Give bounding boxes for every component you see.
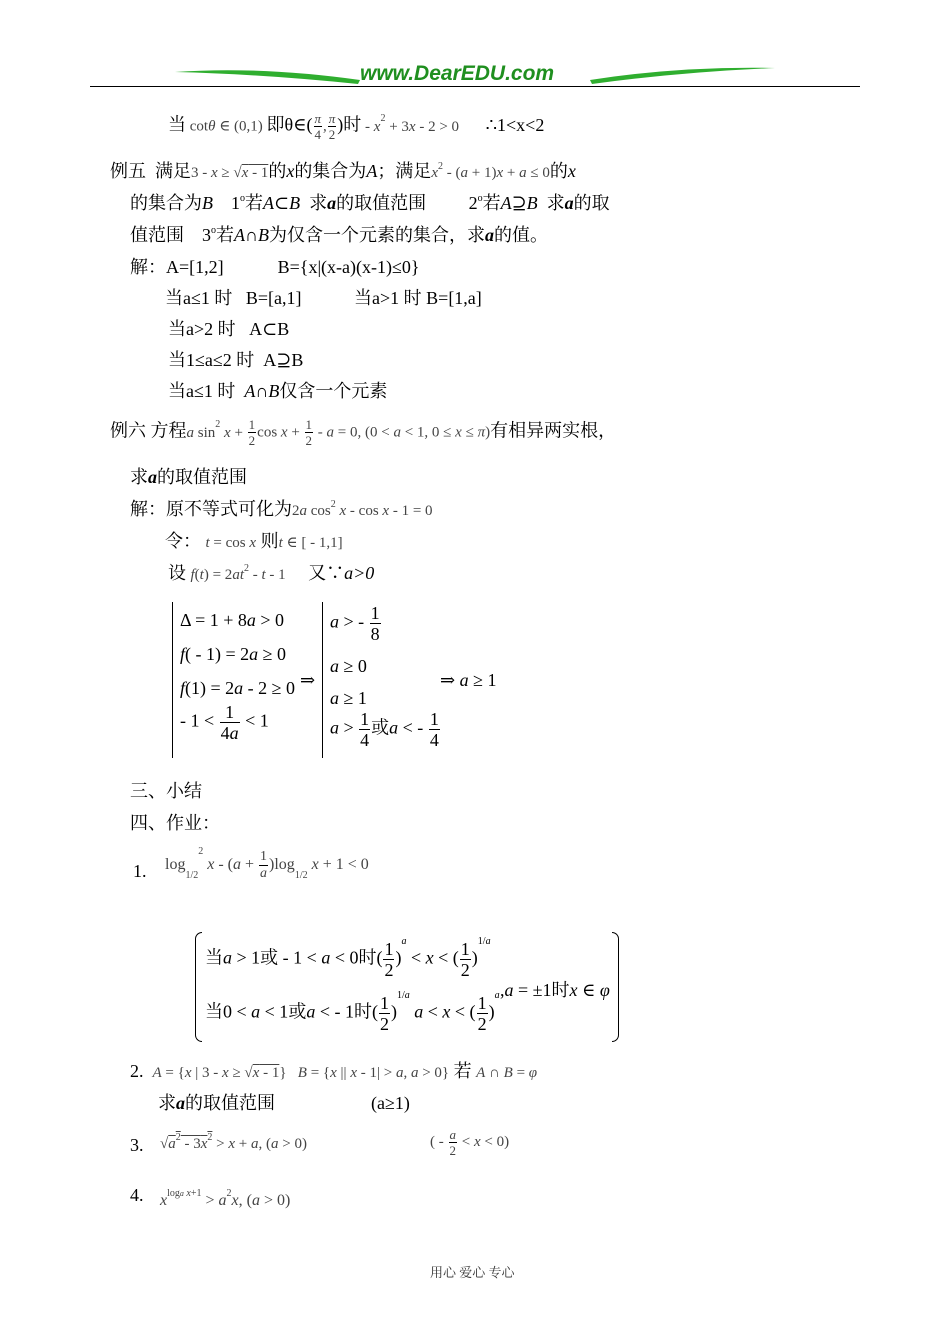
section-homework: 四、作业： — [130, 813, 220, 833]
solution-6-line1: 解：原不等式可化为2a $\cos^2 x - \cos x - 1 = 0$ — [130, 499, 433, 519]
footer-text: 用心 爱心 专心 — [430, 1265, 515, 1280]
hw-4-number: 4. — [130, 1185, 144, 1205]
hw-2-line1: 2. A = {x | 3 - x ≥ √x - 1} B = {x || x - 1| > a, a > 0} 若 A ∩ B = φ — [130, 1061, 538, 1081]
solution-5-line3: 当a>2 时 A⊂B — [168, 319, 290, 339]
hw-4-formula: $x^{loga x+1} > a^2x$, (a > 0) — [160, 1188, 291, 1209]
hw-2-line2: 求a的取值范围 (a≥1) — [158, 1093, 410, 1113]
hw-1-paren-left — [195, 932, 202, 1042]
example-6-line1: 例六 方程a $\sin^2 x$ + $\frac{1}{2}$ cos x + $\frac{1}{2}$ - a = 0, (0 < a < 1, 0 ≤ x ≤ π)有相异两实根， — [110, 417, 617, 448]
example-5-line3: 值范围 3$^o$若A∩B为仅含一个元素的集合，求a的值。 — [130, 225, 548, 245]
hw-1-formula: $\log 1/2^2$ x - (a + $\frac{1}{a}$ )log1/2 x + 1 < 0 — [165, 846, 369, 881]
hw-3-number: 3. — [130, 1135, 144, 1155]
hw-1-case-3: ,a = ±1时x ∈ φ — [500, 980, 610, 1000]
hw-3-answer: ( - $\frac{a}{2}$ < x < 0) — [430, 1127, 510, 1158]
right-brace — [322, 602, 329, 758]
solution-5-line5: 当a≤1 时 A∩B仅含一个元素 — [168, 381, 388, 401]
example-5-line2: 的集合为B 1$^o$若A⊂B 求a的取值范围 2$^o$若A⊇B 求a的取 — [130, 193, 610, 213]
hw-1-case-2: 当0 < a < 1或a < - 1时( $\frac{1}{2}$ )$^{1/a}$ a < x < ( $\frac{1}{2}$ )$^a$ — [205, 990, 500, 1034]
solution-6-line3: 设 $f(t) = 2at^2 - t - 1$ 又∵a>0 — [168, 563, 375, 583]
solution-5-line4: 当1≤a≤2 时 A⊇B — [168, 350, 304, 370]
section-summary: 三、小结 — [130, 781, 202, 801]
solution-5-line2: 当a≤1 时 B=[a,1] 当a>1 时 B=[1,a] — [165, 288, 482, 308]
cot-line: 当 cotθ ∈ (0,1) 即θ∈( $\frac{\pi}{4}$ , $\frac{\pi}{2}$ )时 - $x^2 + 3x - 2 > 0$ ∴1<x<2 — [168, 111, 545, 142]
example-5-line1: 例五 满足3 - x ≥ √x - 1的x的集合为A；满足$x^2 - (a + 1)x + a \le 0$的x — [110, 161, 576, 181]
solution-6-line2: 令： t = cos x 则t ∈ [ - 1,1] — [165, 531, 343, 551]
hw-1-case-1: 当a > 1或 - 1 < a < 0时( $\frac{1}{2}$ )$^a$ < x < ( $\frac{1}{2}$ )$^{1/a}$ — [205, 936, 491, 980]
hw-1-paren-right — [612, 932, 619, 1042]
solution-5-line1: 解：A=[1,2] B={x|(x-a)(x-1)≤0} — [130, 257, 420, 277]
example-6-line2: 求a的取值范围 — [130, 467, 247, 487]
header-rule — [90, 86, 860, 87]
left-brace — [172, 602, 179, 758]
site-logo-text: www.DearEDU.com — [360, 62, 555, 85]
hw-1-number: 1. — [133, 861, 147, 881]
hw-3-formula: $√a^2 - 3x^2 > x + a$, (a > 0) — [160, 1132, 307, 1152]
